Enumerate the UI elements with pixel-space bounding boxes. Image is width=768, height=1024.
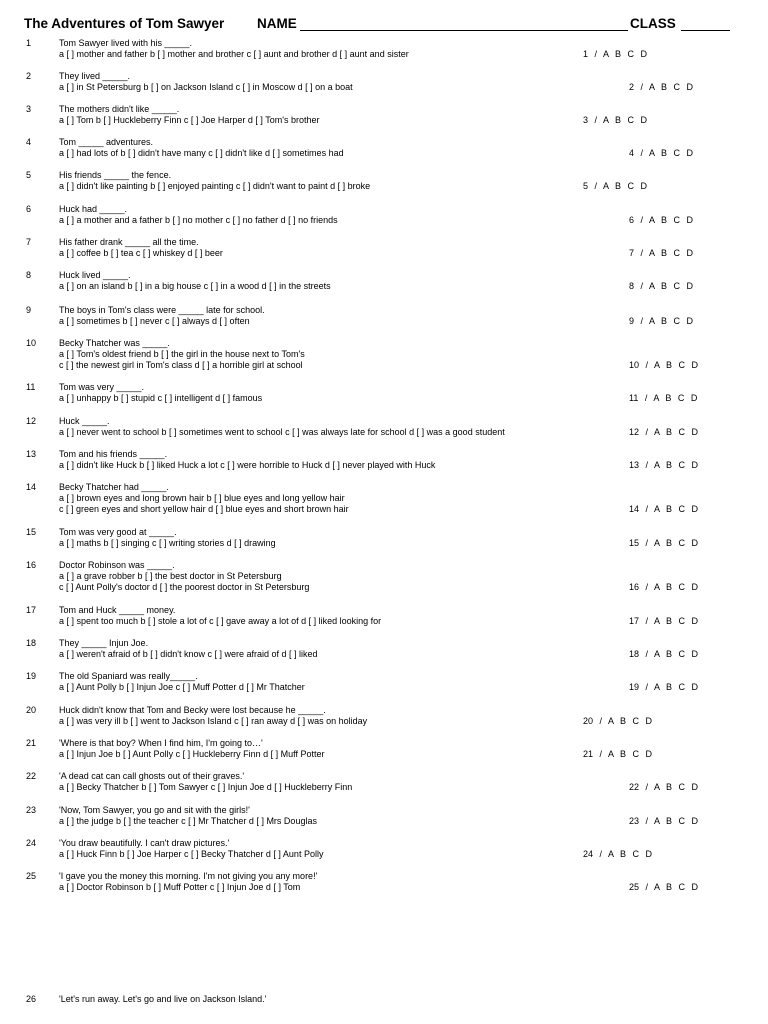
- question-prompt: Tom was very good at _____.: [59, 527, 177, 537]
- question-prompt: 'Now, Tom Sawyer, you go and sit with the girls!': [59, 805, 250, 815]
- answer-options[interactable]: a [ ] brown eyes and long brown hair b [ ] blue eyes and long yellow hair: [59, 493, 345, 504]
- worksheet-title: The Adventures of Tom Sawyer: [24, 16, 225, 31]
- question-number: 15: [26, 527, 37, 537]
- class-label: CLASS: [630, 16, 676, 31]
- question-prompt: Tom was very _____.: [59, 382, 145, 392]
- answer-key-box[interactable]: 10 / A B C D: [629, 360, 699, 371]
- answer-options[interactable]: a [ ] the judge b [ ] the teacher c [ ] Mr Thatcher d [ ] Mrs Douglas: [59, 816, 317, 827]
- question-text: [59, 560, 309, 594]
- answer-key-box[interactable]: 19 / A B C D: [629, 682, 699, 693]
- answer-options[interactable]: a [ ] weren't afraid of b [ ] didn't know c [ ] were afraid of d [ ] liked: [59, 649, 318, 660]
- answer-options[interactable]: c [ ] the newest girl in Tom's class d [ ] a horrible girl at school: [59, 360, 303, 371]
- question-prompt: Huck didn't know that Tom and Becky were lost because he _____.: [59, 705, 326, 715]
- answer-options[interactable]: a [ ] Huck Finn b [ ] Joe Harper c [ ] Becky Thatcher d [ ] Aunt Polly: [59, 849, 324, 860]
- answer-key-box[interactable]: 21 / A B C D: [583, 749, 653, 760]
- answer-options[interactable]: a [ ] was very ill b [ ] went to Jackson Island c [ ] ran away d [ ] was on holiday: [59, 716, 368, 727]
- answer-key-box[interactable]: 1 / A B C D: [583, 49, 648, 60]
- question-text: [59, 137, 344, 159]
- answer-options[interactable]: a [ ] Becky Thatcher b [ ] Tom Sawyer c [ ] Injun Joe d [ ] Huckleberry Finn: [59, 782, 353, 793]
- answer-options[interactable]: c [ ] Aunt Polly's doctor d [ ] the poorest doctor in St Petersburg: [59, 582, 310, 593]
- answer-key-box[interactable]: 6 / A B C D: [629, 215, 694, 226]
- question-text: [59, 771, 352, 793]
- question-number: 11: [26, 382, 36, 392]
- answer-key-box[interactable]: 16 / A B C D: [629, 582, 699, 593]
- question-prompt: His father drank _____ all the time.: [59, 237, 199, 247]
- answer-key-box[interactable]: 14 / A B C D: [629, 504, 699, 515]
- answer-key-box[interactable]: 15 / A B C D: [629, 538, 699, 549]
- answer-options[interactable]: a [ ] Tom b [ ] Huckleberry Finn c [ ] Joe Harper d [ ] Tom's brother: [59, 115, 320, 126]
- answer-options[interactable]: a [ ] didn't like painting b [ ] enjoyed painting c [ ] didn't want to paint d [ ] broke: [59, 181, 371, 192]
- answer-key-box[interactable]: 3 / A B C D: [583, 115, 648, 126]
- question-number: 26: [26, 994, 37, 1004]
- question-text: [59, 738, 324, 760]
- question-prompt: They _____ Injun Joe.: [59, 638, 149, 648]
- question-text: [59, 204, 338, 226]
- question-prompt: Becky Thatcher was _____.: [59, 338, 170, 348]
- answer-key-box[interactable]: 5 / A B C D: [583, 181, 648, 192]
- question-text: [59, 527, 276, 549]
- question-prompt: The old Spaniard was really_____.: [59, 671, 198, 681]
- answer-options[interactable]: a [ ] didn't like Huck b [ ] liked Huck a lot c [ ] were horrible to Huck d [ ] never played with Huck: [59, 460, 436, 471]
- answer-options[interactable]: a [ ] a grave robber b [ ] the best doctor in St Petersburg: [59, 571, 282, 582]
- answer-key-box[interactable]: 2 / A B C D: [629, 82, 694, 93]
- question-text: [59, 871, 317, 893]
- question-number: 1: [26, 38, 32, 48]
- answer-key-box[interactable]: 24 / A B C D: [583, 849, 653, 860]
- answer-key-box[interactable]: 22 / A B C D: [629, 782, 699, 793]
- question-number: 22: [26, 771, 37, 781]
- answer-options[interactable]: c [ ] green eyes and short yellow hair d [ ] blue eyes and short brown hair: [59, 504, 349, 515]
- question-number: 25: [26, 871, 37, 881]
- name-field[interactable]: [300, 30, 628, 31]
- answer-options[interactable]: a [ ] Tom's oldest friend b [ ] the girl in the house next to Tom's: [59, 349, 305, 360]
- question-number: 9: [26, 305, 32, 315]
- worksheet-header: [24, 16, 676, 31]
- question-number: 18: [26, 638, 37, 648]
- question-number: 14: [26, 482, 37, 492]
- answer-options[interactable]: a [ ] unhappy b [ ] stupid c [ ] intelligent d [ ] famous: [59, 393, 263, 404]
- answer-key-box[interactable]: 13 / A B C D: [629, 460, 699, 471]
- answer-key-box[interactable]: 4 / A B C D: [629, 148, 694, 159]
- question-text: [59, 705, 367, 727]
- question-text: [59, 482, 349, 516]
- answer-key-box[interactable]: 9 / A B C D: [629, 316, 694, 327]
- question-number: 7: [26, 237, 32, 247]
- question-prompt: Tom and his friends _____.: [59, 449, 168, 459]
- answer-options[interactable]: a [ ] mother and father b [ ] mother and brother c [ ] aunt and brother d [ ] aunt and sister: [59, 49, 409, 60]
- name-label: NAME: [257, 16, 297, 31]
- answer-options[interactable]: a [ ] maths b [ ] singing c [ ] writing stories d [ ] drawing: [59, 538, 276, 549]
- question-number: 6: [26, 204, 32, 214]
- answer-key-box[interactable]: 18 / A B C D: [629, 649, 699, 660]
- question-text: [59, 382, 262, 404]
- question-number: 21: [26, 738, 37, 748]
- question-number: 17: [26, 605, 37, 615]
- question-text: [59, 805, 317, 827]
- answer-options[interactable]: a [ ] in St Petersburg b [ ] on Jackson Island c [ ] in Moscow d [ ] on a boat: [59, 82, 353, 93]
- class-field[interactable]: [681, 30, 730, 31]
- question-text: [59, 237, 223, 259]
- question-prompt: Huck lived _____.: [59, 270, 131, 280]
- question-text: [59, 270, 331, 292]
- answer-key-box[interactable]: 25 / A B C D: [629, 882, 699, 893]
- question-text: [59, 638, 318, 660]
- answer-key-box[interactable]: 17 / A B C D: [629, 616, 699, 627]
- question-prompt: Huck _____.: [59, 416, 110, 426]
- answer-key-box[interactable]: 12 / A B C D: [629, 427, 699, 438]
- question-number: 24: [26, 838, 37, 848]
- question-text: [59, 838, 323, 860]
- question-prompt: Becky Thatcher had _____.: [59, 482, 169, 492]
- question-number: 2: [26, 71, 32, 81]
- question-number: 4: [26, 137, 32, 147]
- answer-options[interactable]: a [ ] sometimes b [ ] never c [ ] always d [ ] often: [59, 316, 250, 327]
- question-prompt: Tom Sawyer lived with his _____.: [59, 38, 193, 48]
- question-text: [59, 605, 381, 627]
- question-prompt: Tom and Huck _____ money.: [59, 605, 176, 615]
- answer-options[interactable]: a [ ] had lots of b [ ] didn't have many c [ ] didn't like d [ ] sometimes had: [59, 148, 344, 159]
- question-number: 12: [26, 416, 37, 426]
- question-text: [59, 38, 409, 60]
- question-number: 5: [26, 170, 32, 180]
- question-text: [59, 71, 353, 93]
- answer-options[interactable]: a [ ] Aunt Polly b [ ] Injun Joe c [ ] Muff Potter d [ ] Mr Thatcher: [59, 682, 305, 693]
- answer-options[interactable]: a [ ] Doctor Robinson b [ ] Muff Potter c [ ] Injun Joe d [ ] Tom: [59, 882, 301, 893]
- question-prompt: 'I gave you the money this morning. I'm not giving you any more!': [59, 871, 318, 881]
- answer-options[interactable]: a [ ] Injun Joe b [ ] Aunt Polly c [ ] Huckleberry Finn d [ ] Muff Potter: [59, 749, 325, 760]
- question-number: 10: [26, 338, 37, 348]
- question-prompt: Tom _____ adventures.: [59, 137, 154, 147]
- question-text: [59, 170, 370, 192]
- question-number: 13: [26, 449, 37, 459]
- question-prompt: 'A dead cat can call ghosts out of their graves.': [59, 771, 245, 781]
- answer-key-box[interactable]: 8 / A B C D: [629, 281, 694, 292]
- question-prompt: 'Where is that boy? When I find him, I'm going to…': [59, 738, 263, 748]
- answer-key-box[interactable]: 23 / A B C D: [629, 816, 699, 827]
- answer-key-box[interactable]: 11 / A B C D: [629, 393, 698, 404]
- answer-options[interactable]: a [ ] on an island b [ ] in a big house c [ ] in a wood d [ ] in the streets: [59, 281, 331, 292]
- question-number: 8: [26, 270, 32, 280]
- question-prompt: The mothers didn't like _____.: [59, 104, 180, 114]
- question-prompt: The boys in Tom's class were _____ late for school.: [59, 305, 265, 315]
- question-prompt: They lived _____.: [59, 71, 131, 81]
- question-number: 16: [26, 560, 37, 570]
- question-text: [59, 671, 305, 693]
- answer-options[interactable]: a [ ] coffee b [ ] tea c [ ] whiskey d [ ] beer: [59, 248, 223, 259]
- question-text: [59, 416, 505, 438]
- question-text: [59, 104, 320, 126]
- answer-options[interactable]: a [ ] spent too much b [ ] stole a lot of c [ ] gave away a lot of d [ ] liked looking for: [59, 616, 382, 627]
- question-text: [59, 305, 265, 327]
- question-prompt: Huck had _____.: [59, 204, 128, 214]
- question-number: 3: [26, 104, 32, 114]
- question-number: 19: [26, 671, 37, 681]
- answer-key-box[interactable]: 20 / A B C D: [583, 716, 653, 727]
- question-prompt: His friends _____ the fence.: [59, 170, 172, 180]
- question-prompt: 'Let's run away. Let's go and live on Jackson Island.': [59, 994, 267, 1004]
- question-text: [59, 994, 266, 1005]
- question-number: 20: [26, 705, 37, 715]
- question-prompt: 'You draw beautifully. I can't draw pictures.': [59, 838, 230, 848]
- question-text: [59, 338, 305, 372]
- answer-options[interactable]: a [ ] a mother and a father b [ ] no mother c [ ] no father d [ ] no friends: [59, 215, 338, 226]
- answer-key-box[interactable]: 7 / A B C D: [629, 248, 694, 259]
- answer-options[interactable]: a [ ] never went to school b [ ] sometimes went to school c [ ] was always late for school d [ ] was a good student: [59, 427, 505, 438]
- question-prompt: Doctor Robinson was _____.: [59, 560, 175, 570]
- question-text: [59, 449, 435, 471]
- question-number: 23: [26, 805, 37, 815]
